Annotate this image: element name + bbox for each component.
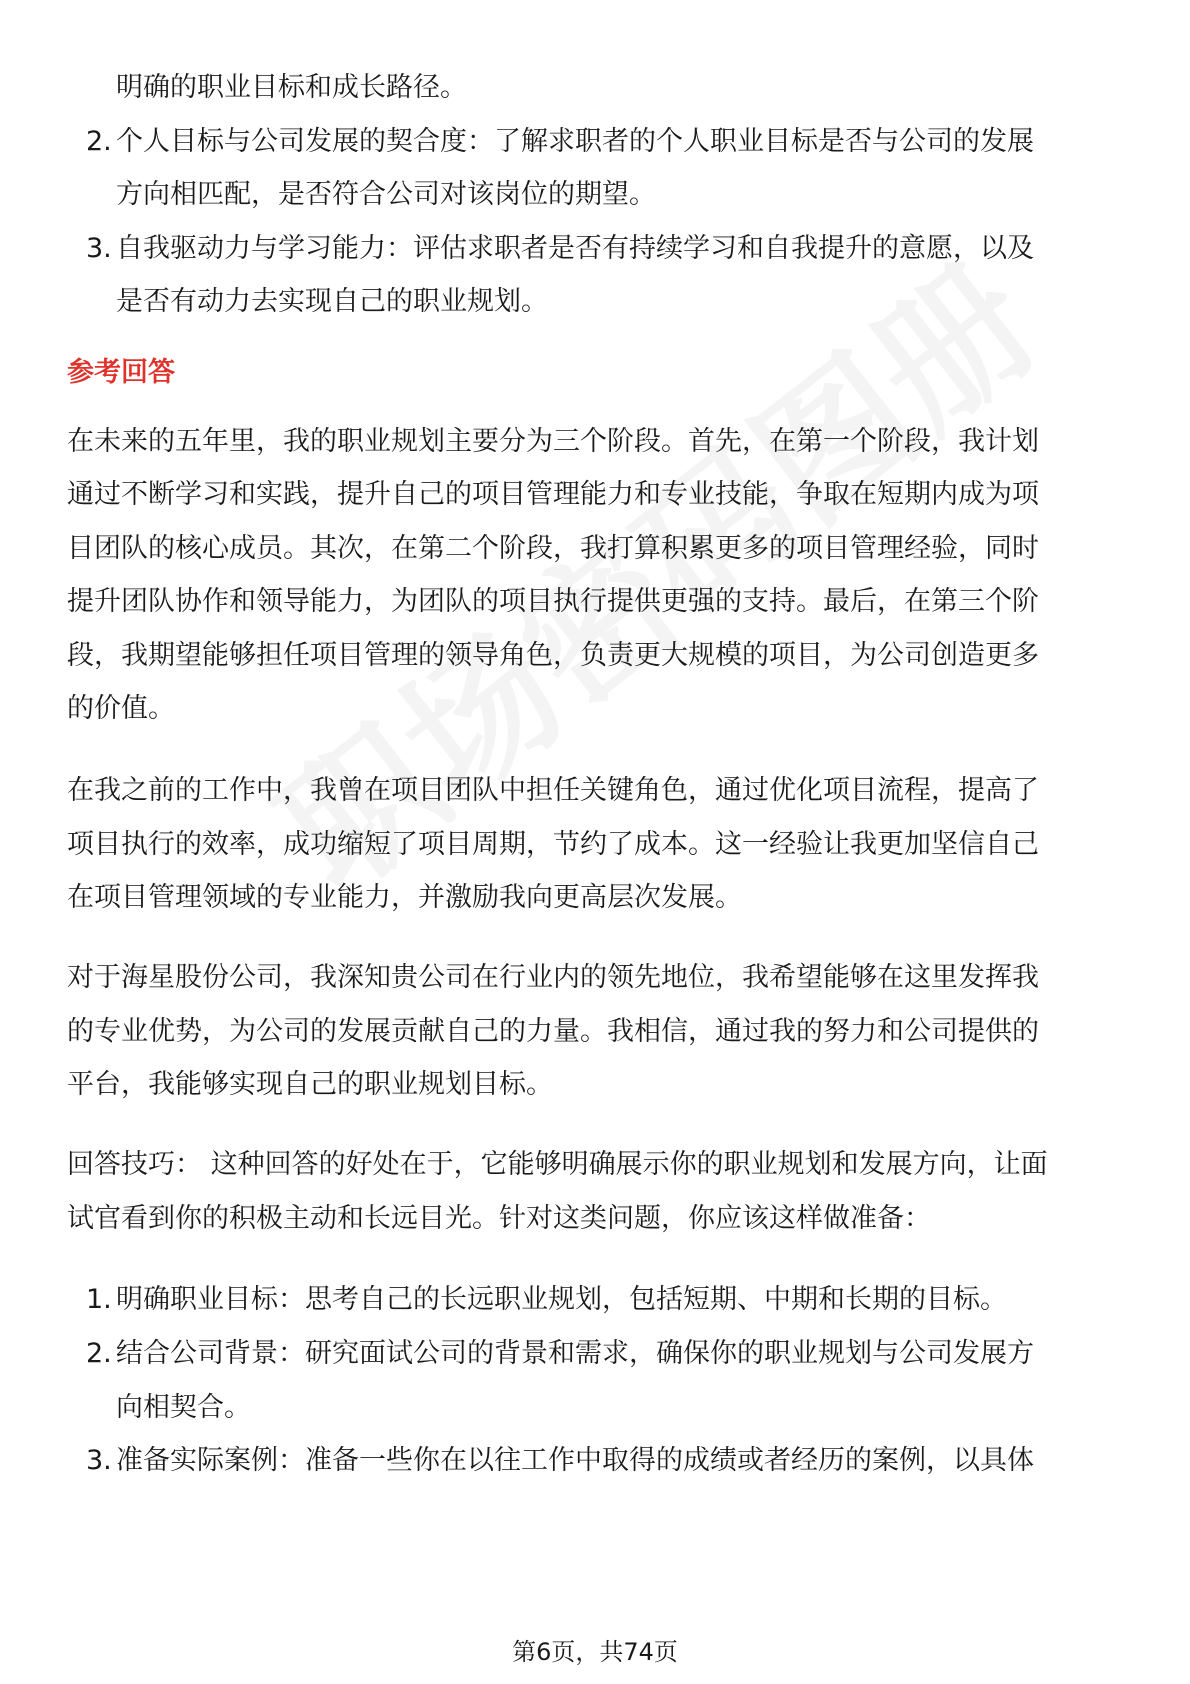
text: 目团队的核心成员。其次，在第二个阶段，我打算积累更多的项目管理经验，同时: [67, 533, 1039, 564]
list-number: 3.: [86, 1445, 112, 1476]
text: 对于海星股份公司，我深知贵公司在行业内的领先地位，我希望能够在这里发挥我: [67, 962, 1039, 993]
page-footer: 第6页，共74页: [512, 1638, 678, 1666]
text: 试官看到你的积极主动和长远目光。针对这类问题，你应该这样做准备：: [67, 1203, 931, 1234]
text: 的价值。: [67, 693, 175, 724]
list-number: 2.: [86, 1338, 112, 1369]
text: 的专业优势，为公司的发展贡献自己的力量。我相信，通过我的努力和公司提供的: [67, 1016, 1039, 1047]
list-number: 2.: [86, 126, 112, 157]
text: 明确的职业目标和成长路径。: [116, 72, 467, 103]
text: 准备实际案例：准备一些你在以往工作中取得的成绩或者经历的案例，以具体: [116, 1445, 1034, 1476]
text: 是否有动力去实现自己的职业规划。: [116, 286, 548, 317]
heading-text: 参考回答: [67, 357, 175, 388]
text: 在未来的五年里，我的职业规划主要分为三个阶段。首先，在第一个阶段，我计划: [67, 426, 1039, 457]
text: 个人目标与公司发展的契合度：了解求职者的个人职业目标是否与公司的发展: [116, 126, 1034, 157]
text: 项目执行的效率，成功缩短了项目周期，节约了成本。这一经验让我更加坚信自己: [67, 829, 1039, 860]
text: 结合公司背景：研究面试公司的背景和需求，确保你的职业规划与公司发展方: [116, 1338, 1034, 1369]
text: 向相契合。: [116, 1392, 251, 1423]
text: 明确职业目标：思考自己的长远职业规划，包括短期、中期和长期的目标。: [116, 1284, 1007, 1315]
text: 段，我期望能够担任项目管理的领导角色，负责更大规模的项目，为公司创造更多: [67, 640, 1039, 671]
text: 提升团队协作和领导能力，为团队的项目执行提供更强的支持。最后，在第三个阶: [67, 586, 1039, 617]
text: 回答技巧： 这种回答的好处在于，它能够明确展示你的职业规划和发展方向，让面: [67, 1149, 1048, 1180]
list-number: 3.: [86, 233, 112, 264]
text: 自我驱动力与学习能力：评估求职者是否有持续学习和自我提升的意愿，以及: [116, 233, 1034, 264]
text: 方向相匹配，是否符合公司对该岗位的期望。: [116, 179, 656, 210]
list-number: 1.: [86, 1284, 112, 1315]
text: 在我之前的工作中，我曾在项目团队中担任关键角色，通过优化项目流程，提高了: [67, 775, 1039, 806]
text: 平台，我能够实现自己的职业规划目标。: [67, 1069, 553, 1100]
text: 通过不断学习和实践，提升自己的项目管理能力和专业技能，争取在短期内成为项: [67, 479, 1039, 510]
text: 在项目管理领域的专业能力，并激励我向更高层次发展。: [67, 882, 742, 913]
